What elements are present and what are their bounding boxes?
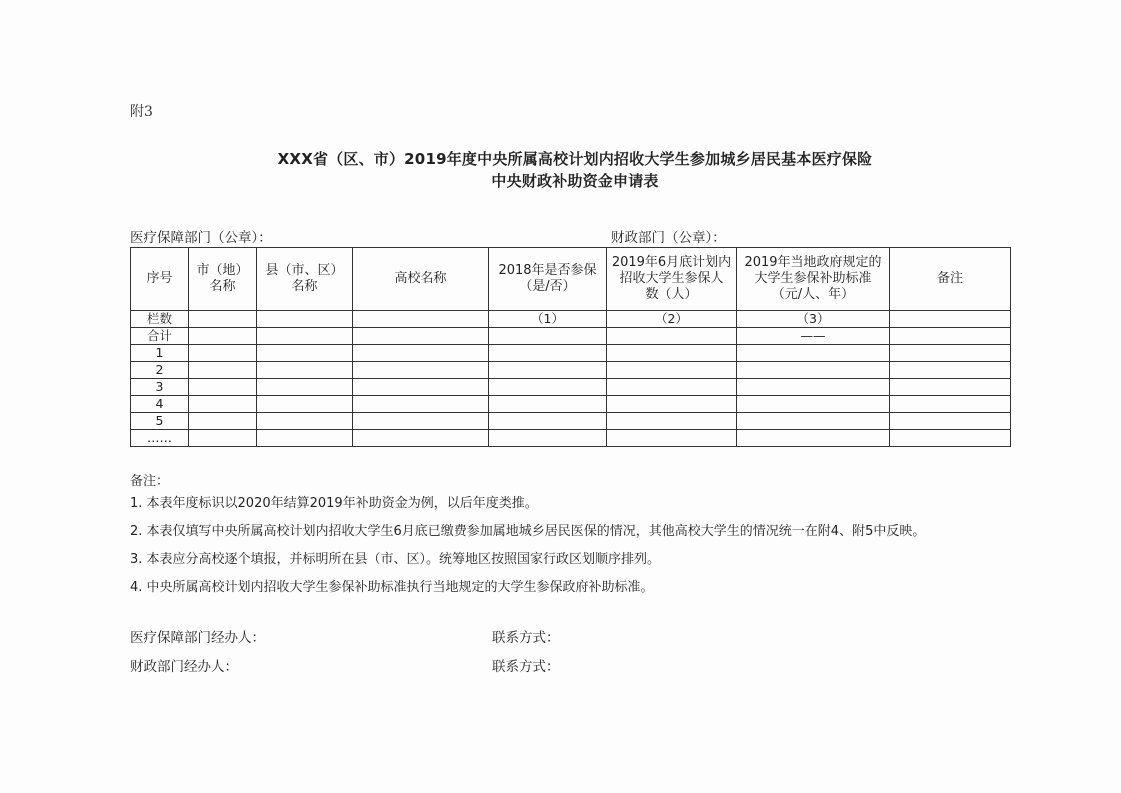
application-form-table: [130, 247, 1011, 447]
table-cell: [353, 311, 489, 328]
header-insured-count: 2019年6月底计划内 招收大学生参保人 数（人）: [607, 248, 737, 311]
header-college: 高校名称: [353, 248, 489, 311]
table-cell: 合计: [131, 328, 189, 345]
document-title-line1: XXX省（区、市）2019年度中央所属高校计划内招收大学生参加城乡居民基本医疗保险: [277, 150, 873, 168]
table-cell: 4: [131, 396, 189, 413]
table-cell: [189, 311, 257, 328]
table-cell: 2: [131, 362, 189, 379]
column-number-row: [131, 311, 1011, 328]
table-row: [131, 379, 1011, 396]
table-cell: 3: [131, 379, 189, 396]
table-cell: [890, 311, 1011, 328]
attachment-label: 附3: [130, 104, 153, 120]
table-cell: [890, 328, 1011, 345]
note-item-4: 4. 中央所属高校计划内招收大学生参保补助标准执行当地规定的大学生参保政府补助标准。: [130, 580, 654, 595]
note-item-1: 1. 本表年度标识以2020年结算2019年补助资金为例，以后年度类推。: [130, 496, 538, 511]
document-title-line2: 中央财政补助资金申请表: [491, 172, 659, 190]
finance-dept-seal-label: 财政部门（公章）：: [611, 230, 726, 246]
header-subsidy-standard: 2019年当地政府规定的 大学生参保补助标准 （元/人、年）: [737, 248, 890, 311]
total-row: [131, 328, 1011, 345]
note-item-3: 3. 本表应分高校逐个填报，并标明所在县（市、区）。统筹地区按照国家行政区划顺序排列。: [130, 552, 661, 567]
header-city: 市（地） 名称: [189, 248, 257, 311]
table-cell: [489, 328, 607, 345]
table-row: [131, 345, 1011, 362]
finance-handler-label: 财政部门经办人：: [130, 659, 238, 675]
header-insured-2018: 2018年是否参保 （是/否）: [489, 248, 607, 311]
table-cell: ……: [131, 430, 189, 447]
table-cell: （3）: [737, 311, 890, 328]
notes-heading: 备注：: [130, 474, 170, 489]
header-county: 县（市、区） 名称: [257, 248, 353, 311]
table-cell: [607, 328, 737, 345]
table-cell: [257, 311, 353, 328]
note-item-2: 2. 本表仅填写中央所属高校计划内招收大学生6月底已缴费参加属地城乡居民医保的情况，其他高校大学生的情况统一在附4、附5中反映。: [130, 524, 926, 539]
table-cell: [189, 328, 257, 345]
table-cell: （1）: [489, 311, 607, 328]
table-row: [131, 413, 1011, 430]
header-seq: 序号: [131, 248, 189, 311]
medical-dept-seal-label: 医疗保障部门（公章）：: [130, 230, 272, 246]
table-cell: ——: [737, 328, 890, 345]
table-header-row: [131, 248, 1011, 311]
notes-section: [130, 470, 1030, 595]
table-cell: [257, 328, 353, 345]
contact-label-2: 联系方式：: [492, 659, 560, 675]
medical-handler-label: 医疗保障部门经办人：: [130, 630, 265, 646]
table-row: [131, 362, 1011, 379]
table-cell: （2）: [607, 311, 737, 328]
table-cell: 5: [131, 413, 189, 430]
table-cell: [353, 328, 489, 345]
contact-label-1: 联系方式：: [492, 630, 560, 646]
table-cell: 1: [131, 345, 189, 362]
table-row: [131, 430, 1011, 447]
table-row: [131, 396, 1011, 413]
table-cell: 栏数: [131, 311, 189, 328]
header-remark: 备注: [890, 248, 1011, 311]
